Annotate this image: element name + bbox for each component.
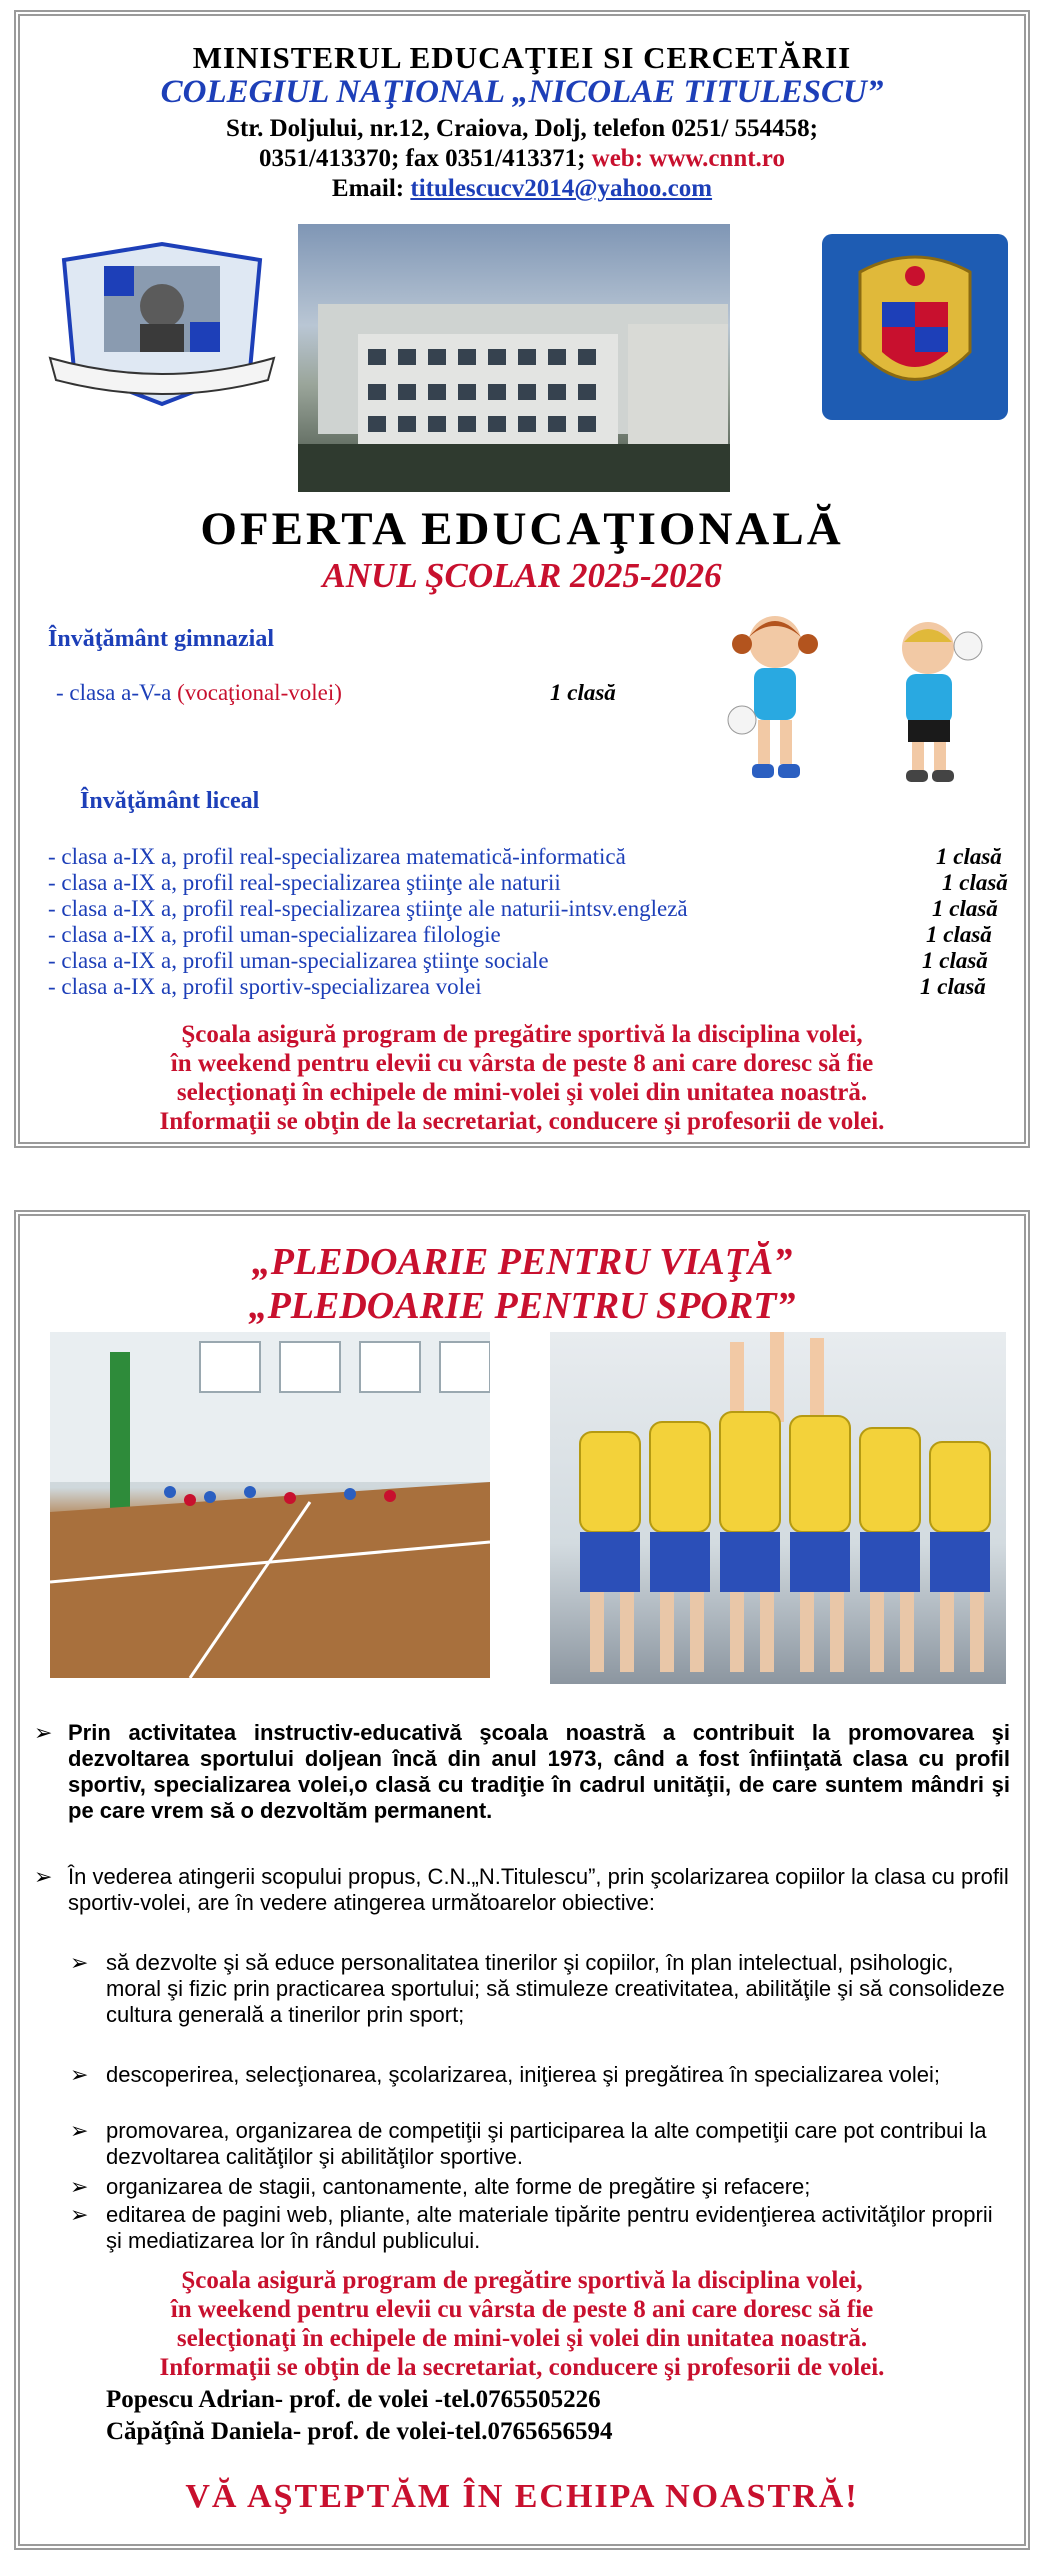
volleyball-program-note [20, 1020, 1024, 1136]
liceal-item-label: - clasa a-IX a, profil real-specializarea ştiinţe ale naturii [48, 870, 561, 895]
objective-item: descoperirea, selecţionarea, şcolarizarea, iniţierea şi pregătirea în specializarea volei; [106, 2062, 940, 2087]
flyer-page-2 [14, 1210, 1030, 2550]
liceal-item-count: 1 clasă [922, 948, 988, 973]
email-label: Email: [331, 175, 405, 202]
plea-title [20, 1240, 1024, 1328]
phone-fax: 0351/413370; fax 0351/413371; [259, 145, 586, 172]
bullet-arrow-icon: ➢ [70, 2062, 89, 2087]
address-line-2 [20, 144, 1024, 174]
email-link[interactable]: titulescucv2014@yahoo.com [410, 175, 713, 202]
volleyball-program-note [20, 2266, 1024, 2382]
boy-volleyball-illustration [882, 612, 986, 786]
bullet-arrow-icon: ➢ [34, 1864, 53, 1889]
liceal-item-label: - clasa a-IX a, profil real-specializarea ştiinţe ale naturii-intsv.engleză [48, 896, 688, 921]
web-link[interactable]: web: www.cnnt.ro [591, 145, 785, 172]
liceal-item-count: 1 clasă [942, 870, 1008, 895]
liceal-heading: Învăţământ liceal [80, 788, 260, 814]
closing-slogan: VĂ AŞTEPTĂM ÎN ECHIPA NOASTRĂ! [185, 2478, 859, 2515]
team-huddle-photo [550, 1332, 1006, 1684]
objective-item: organizarea de stagii, cantonamente, alte forme de pregătire şi refacere; [106, 2174, 811, 2199]
gimnazial-heading: Învăţământ gimnazial [48, 626, 275, 652]
liceal-item [48, 844, 1008, 870]
school-name: COLEGIUL NAŢIONAL „NICOLAE TITULESCU” [160, 74, 884, 110]
objective-item: să dezvolte şi să educe personalitatea tinerilor şi copiilor, în plan intelectual, psihologic, moral şi fizic prin practicarea sportului; să stimuleze creativitatea, abilităţile şi să consolideze cultura generală a tinerilor prin sport; [106, 1950, 1005, 2027]
objective-item: editarea de pagini web, pliante, alte materiale tipărite pentru evidenţierea activităţilor proprii şi mediatizarea lor în rândul publicului. [106, 2202, 993, 2253]
liceal-item-label: - clasa a-IX a, profil real-specializarea matematică-informatică [48, 844, 626, 869]
coat-of-arms [820, 232, 1010, 422]
school-logo [44, 240, 280, 408]
plea-title-line-1: „PLEDOARIE PENTRU VIAŢĂ” [251, 1241, 793, 1283]
bullet-arrow-icon: ➢ [70, 1950, 89, 1975]
liceal-item-label: - clasa a-IX a, profil uman-specializarea ştiinţe sociale [48, 948, 549, 973]
note-line: Informaţii se obţin de la secretariat, conducere şi profesorii de volei. [159, 2354, 885, 2381]
note-line: selecţionaţi în echipele de mini-volei şi volei din unitatea noastră. [176, 2325, 868, 2352]
note-line: Şcoala asigură program de pregătire sportivă la disciplina volei, [181, 1021, 863, 1048]
liceal-item-label: - clasa a-IX a, profil sportiv-specializarea volei [48, 974, 482, 999]
school-building-photo [298, 224, 730, 492]
liceal-item-count: 1 clasă [936, 844, 1002, 869]
title-oferta: OFERTA EDUCAŢIONALĂ [200, 503, 844, 555]
liceal-item [48, 922, 1008, 948]
bullet-arrow-icon: ➢ [70, 2118, 89, 2143]
liceal-item-count: 1 clasă [932, 896, 998, 921]
liceal-item [48, 870, 1008, 896]
bullet-arrow-icon: ➢ [34, 1720, 53, 1745]
school-year: ANUL ŞCOLAR 2025-2026 [322, 556, 722, 595]
bullet-arrow-icon: ➢ [70, 2174, 89, 2199]
address-line-1: Str. Doljului, nr.12, Craiova, Dolj, telefon 0251/ 554458; [226, 115, 818, 142]
liceal-item-label: - clasa a-IX a, profil uman-specializarea filologie [48, 922, 501, 947]
note-line: în weekend pentru elevii cu vârsta de peste 8 ani care doresc să fie [170, 1050, 874, 1077]
flyer-page-1 [14, 10, 1030, 1148]
liceal-item-count: 1 clasă [920, 974, 986, 999]
note-line: în weekend pentru elevii cu vârsta de peste 8 ani care doresc să fie [170, 2296, 874, 2323]
objective-item: promovarea, organizarea de competiţii şi participarea la alte competiţii care pot contribui la dezvoltarea calităţilor şi abilităţilor sportive. [106, 2118, 987, 2169]
gimnazial-vocational: (vocaţional-volei) [177, 680, 342, 705]
history-paragraph: Prin activitatea instructiv-educativă şcoala noastră a contribuit la promovarea şi dezvoltarea sportului doljean încă din anul 1973, când a fost înfiinţată clasa cu profil sportiv, specializarea volei,o clasă cu tradiţie în cadrul unităţii, de care suntem mândri şi pe care vrem să o dezvoltăm permanent. [68, 1720, 1010, 1823]
liceal-item [48, 974, 1008, 1000]
liceal-item [48, 948, 1008, 974]
gimnazial-item [56, 680, 342, 706]
plea-title-line-2: „PLEDOARIE PENTRU SPORT” [248, 1285, 796, 1327]
note-line: Şcoala asigură program de pregătire sportivă la disciplina volei, [181, 2267, 863, 2294]
bullet-arrow-icon: ➢ [70, 2202, 89, 2227]
note-line: selecţionaţi în echipele de mini-volei şi volei din unitatea noastră. [176, 1079, 868, 1106]
note-line: Informaţii se obţin de la secretariat, conducere şi profesorii de volei. [159, 1108, 885, 1135]
ministry-heading: MINISTERUL EDUCAŢIEI SI CERCETĂRII [192, 40, 852, 75]
liceal-item-count: 1 clasă [926, 922, 992, 947]
objectives-intro: În vederea atingerii scopului propus, C.N.„N.Titulescu”, prin şcolarizarea copiilor la clasa cu profil sportiv-volei, are în vedere atingerea următoarelor obiective: [68, 1864, 1009, 1915]
gimnazial-count: 1 clasă [550, 680, 616, 705]
email-line [20, 174, 1024, 204]
contact-popescu: Popescu Adrian- prof. de volei -tel.0765505226 [106, 2386, 601, 2413]
girl-volleyball-illustration [720, 608, 830, 784]
gimnazial-class: - clasa a-V-a [56, 680, 172, 705]
contact-capatina: Căpăţînă Daniela- prof. de volei-tel.0765656594 [106, 2418, 613, 2445]
liceal-item [48, 896, 1008, 922]
gym-training-photo [50, 1332, 490, 1678]
